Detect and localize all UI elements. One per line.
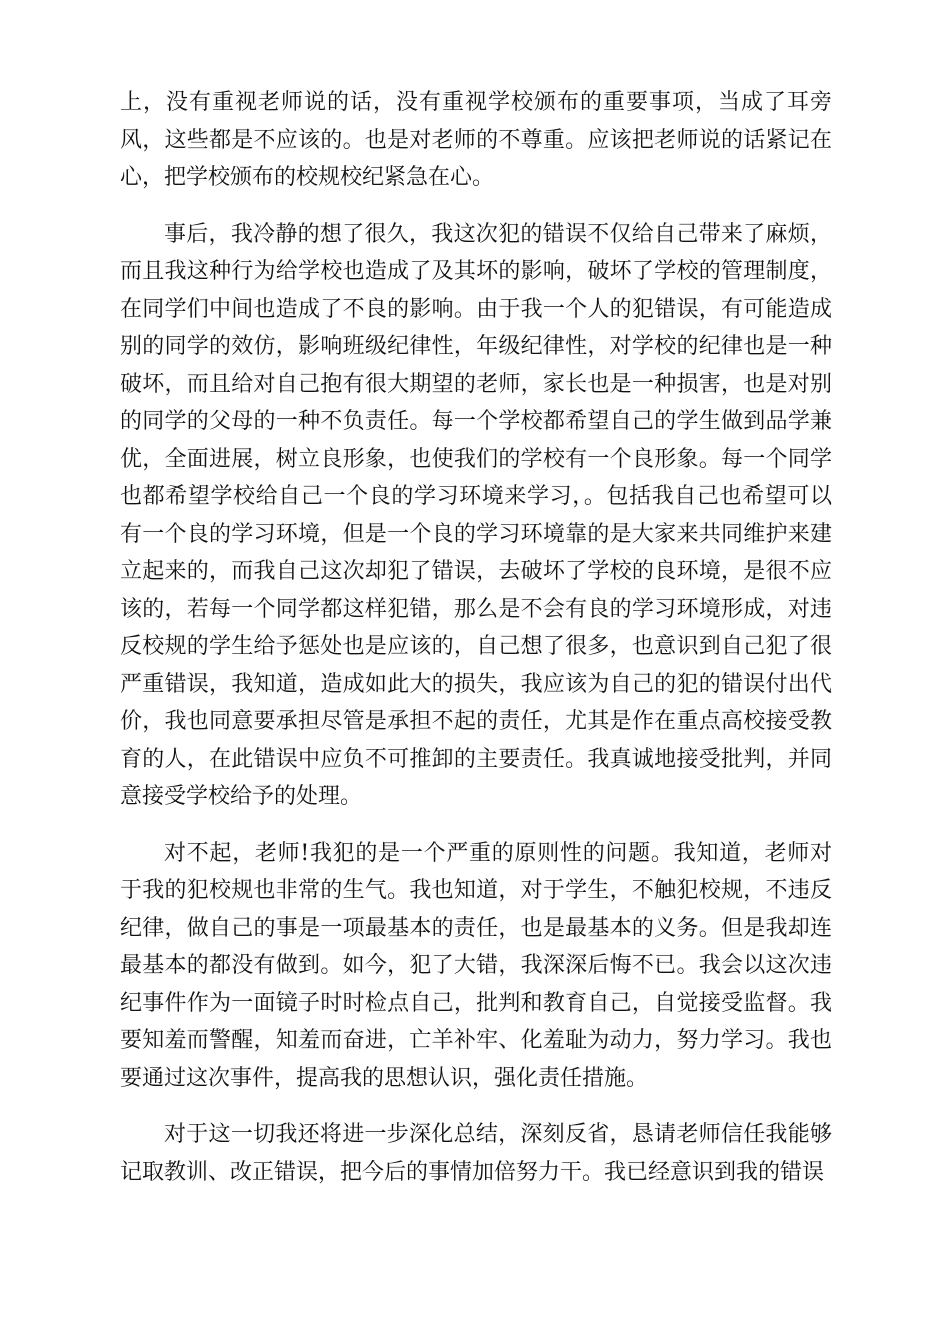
- paragraph-4: 对于这一切我还将进一步深化总结，深刻反省，恳请老师信任我能够记取教训、改正错误，把今后的事情加倍努力干。我已经意识到我的错误: [120, 1122, 832, 1185]
- paragraph-2: 事后，我冷静的想了很久，我这次犯的错误不仅给自己带来了麻烦，而且我这种行为给学校也造成了及其坏的影响，破坏了学校的管理制度，在同学们中间也造成了不良的影响。由于我一个人的犯错误，有可能造成别的同学的效仿，影响班级纪律性，年级纪律性，对学校的纪律也是一种破坏，而且给对自己抱有很大期望的老师，家长也是一种损害，也是对别的同学的父母的一种不负责任。每一个学校都希望自己的学生做到品学兼优，全面进展，树立良形象，也使我们的学校有一个良形象。每一个同学也都希望学校给自己一个良的学习环境来学习，。包括我自己也希望可以有一个良的学习环境，但是一个良的学习环境靠的是大家来共同维护来建立起来的，而我自己这次却犯了错误，去破坏了学校的良环境，是很不应该的，若每一个同学都这样犯错，那么是不会有良的学习环境形成，对违反校规的学生给予惩处也是应该的，自己想了很多，也意识到自己犯了很严重错误，我知道，造成如此大的损失，我应该为自己的犯的错误付出代价，我也同意要承担尽管是承担不起的责任，尤其是作在重点高校接受教育的人，在此错误中应负不可推卸的主要责任。我真诚地接受批判，并同意接受学校给予的处理。: [120, 221, 832, 809]
- paragraph-1: 上，没有重视老师说的话，没有重视学校颁布的重要事项，当成了耳旁风，这些都是不应该的。也是对老师的不尊重。应该把老师说的话紧记在心，把学校颁布的校规校纪紧急在心。: [120, 90, 832, 190]
- paragraph-3: 对不起，老师!我犯的是一个严重的原则性的问题。我知道，老师对于我的犯校规也非常的生气。我也知道，对于学生，不触犯校规，不违反纪律，做自己的事是一项最基本的责任，也是最基本的义务。但是我却连最基本的都没有做到。如今，犯了大错，我深深后悔不已。我会以这次违纪事件作为一面镜子时时检点自己，批判和教育自己，自觉接受监督。我要知羞而警醒，知羞而奋进，亡羊补牢、化羞耻为动力，努力学习。我也要通过这次事件，提高我的思想认识，强化责任措施。: [120, 840, 832, 1091]
- document-body: [120, 84, 832, 1210]
